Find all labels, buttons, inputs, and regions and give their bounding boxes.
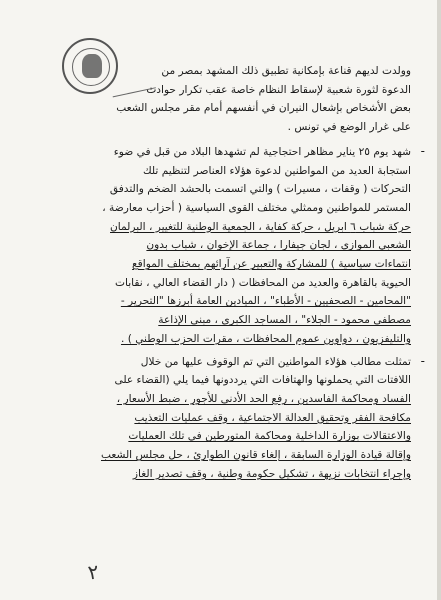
text-line: وإقالة قيادة الوزارة السابقة ، إلغاء قانون الطوارئ ، حل مجلس الشعب xyxy=(100,449,411,462)
text-line: بعض الأشخاص بإشعال النيران في أنفسهم أمام مقر مجلس الشعب xyxy=(116,102,411,115)
text-line: الحيوية بالقاهرة والعديد من المحافظات ( دار القضاء العالي ، نقابات xyxy=(115,276,411,289)
text-line: وولدت لديهم قناعة بإمكانية تطبيق ذلك المشهد بمصر من xyxy=(161,65,411,77)
text-line: مصطفى محمود - الجلاء" ، المساجد الكبرى ، مبنى الإذاعة xyxy=(158,314,411,327)
text-line: "المحامين - الصحفيين - الأطباء" ، الميادين العامة أبرزها "التحرير - xyxy=(120,295,411,308)
bullet-paragraph-1 xyxy=(21,143,425,349)
scan-edge xyxy=(437,0,441,600)
text-line: حركة شباب ٦ ابريل ، حركة كفاية ، الجمعية الوطنية للتغيير ، البرلمان xyxy=(110,220,411,233)
text-line: الفساد ومحاكمة الفاسدين ، رفع الحد الأدنى للأجور ، ضبط الأسعار ، xyxy=(116,392,411,405)
text-line: والتليفزيون ، دواوين عموم المحافظات ، مقرات الحزب الوطني ) . xyxy=(120,332,411,345)
text-line: وإجراء انتخابات نزيهة ، تشكيل حكومة وطنية ، وقف تصدير الغاز xyxy=(132,467,411,480)
bullet-paragraph-2 xyxy=(21,353,425,484)
text-line: الشعبي الموازي ، لجان جيفارا ، جماعة الإخوان ، شباب بدون xyxy=(146,239,411,252)
text-line: المستمر للمواطنين وممثلي مختلف القوى السياسية ( أحزاب معارضة ، xyxy=(102,201,411,214)
text-line: انتماءات سياسية ) للمشاركة والتعبير عن آرائهم بمختلف المواقع xyxy=(132,258,411,271)
text-line: تمثلت مطالب هؤلاء المواطنين التي تم الوقوف عليها من خلال xyxy=(140,355,411,368)
text-line: استجابة العديد من المواطنين لدعوة هؤلاء العناصر لتنظيم تلك xyxy=(142,164,411,177)
bullet-dash: - xyxy=(420,143,425,158)
text-line: التحركات ( وقفات ، مسيرات ) والتي اتسمت بالحشد الضخم والتدفق xyxy=(109,183,411,196)
page-number: ٢ xyxy=(86,559,101,585)
intro-paragraph xyxy=(21,62,411,137)
text-line: الدعوة لثورة شعبية لإسقاط النظام خاصة عقب تكرار حوادث xyxy=(146,83,411,96)
document-body xyxy=(21,62,425,483)
bullet-dash: - xyxy=(420,353,425,368)
text-line: اللافتات التي يحملونها والهتافات التي يرددونها فيما يلي (القضاء على xyxy=(114,374,411,387)
text-line: مكافحة الفقر وتحقيق العدالة الاجتماعية ، وقف عمليات التعذيب xyxy=(134,411,411,424)
text-line: على غرار الوضع في تونس . xyxy=(287,121,411,134)
text-line: شهد يوم ٢٥ يناير مظاهر احتجاجية لم تشهدها البلاد من قبل في ضوء xyxy=(113,145,411,158)
text-line: والاعتقالات بوزارة الداخلية ومحاكمة المتورطين في تلك العمليات xyxy=(128,430,411,443)
